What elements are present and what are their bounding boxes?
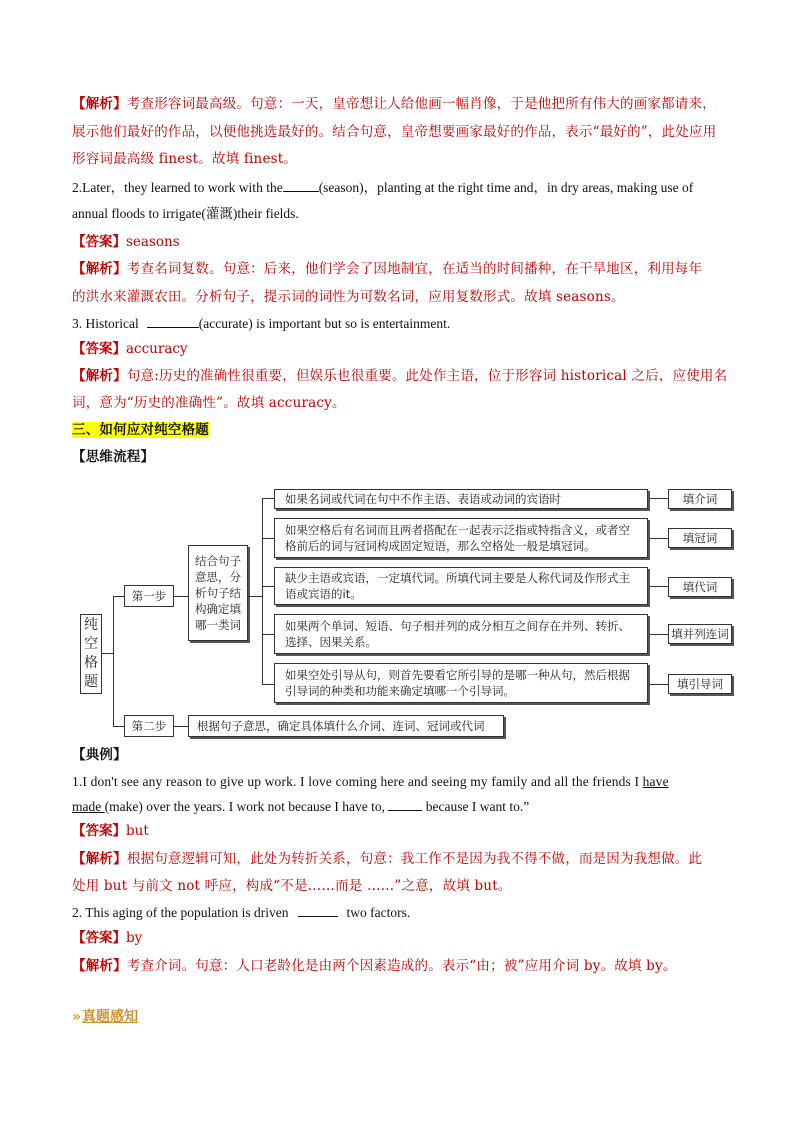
underlined-answer: made <box>72 799 102 814</box>
rule-box-article: 如果空格后有名词而且两者搭配在一起表示泛指或特指含义，或者空格前后的词与冠词构成固定短语，那么空格处一般是填冠词。 <box>274 518 648 558</box>
analysis-line: 词，意为“历史的准确性”。故填 accuracy。 <box>72 395 346 411</box>
diagram-root: 纯空格题 <box>80 614 102 694</box>
blank <box>147 313 199 328</box>
rule-box-conjunction: 如果两个单词、短语、句子相并列的成分相互之间存在并列、转折、选择、因果关系。 <box>274 614 648 654</box>
analysis-box: 结合句子意思，分析句子结构确定填哪一类词 <box>188 545 248 641</box>
answer-text: by <box>126 930 143 946</box>
connector <box>650 684 668 685</box>
analysis-line <box>72 259 724 279</box>
question-text: (make) over the years. I work not because I have to, <box>104 799 386 814</box>
result-box-pronoun: 填代词 <box>668 577 732 597</box>
double-chevron-icon: » <box>72 1009 82 1025</box>
analysis-line: 处用 but 与前文 not 呼应，构成“不是……而是 ……”之意，故填 but。 <box>72 878 512 894</box>
answer-text: but <box>126 823 149 839</box>
connector <box>262 634 274 635</box>
analysis-tag: 【解析】 <box>72 958 127 974</box>
answer-tag: 【答案】 <box>72 234 126 250</box>
connector <box>174 726 188 727</box>
connector <box>262 684 274 685</box>
question-text: 3. Historical <box>72 316 139 331</box>
connector <box>113 726 124 727</box>
connector <box>262 586 274 587</box>
analysis-tag: 【解析】 <box>72 851 127 867</box>
question-line <box>72 313 724 334</box>
footer-label: 真题感知 <box>82 1009 139 1025</box>
analysis-text: 根据句意逻辑可知，此处为转折关系，句意：我工作不是因为我不得不做，而是因为我想做。此 <box>126 851 703 867</box>
analysis-text: 考查形容词最高级。句意：一天，皇帝想让人给他画一幅肖像，于是他把所有伟大的画家都请来， <box>126 96 716 112</box>
answer-text: seasons <box>126 234 180 250</box>
connector <box>262 538 274 539</box>
flow-label: 【思维流程】 <box>72 449 155 465</box>
answer-line <box>72 928 724 948</box>
analysis-line <box>72 849 724 869</box>
question-line <box>72 177 724 198</box>
answer-tag: 【答案】 <box>72 341 126 357</box>
question-text: 1.I don't see any reason to give up work. I love coming here and seeing my family and all the friends I <box>72 774 640 789</box>
question-line <box>72 772 724 792</box>
examples-label: 【典例】 <box>72 747 127 763</box>
analysis-text: 考查名词复数。句意：后来，他们学会了因地制宜，在适当的时间播种，在干旱地区，利用每年 <box>126 261 703 277</box>
question-text: (accurate) is important but so is entertainment. <box>198 316 451 331</box>
answer-line <box>72 821 724 841</box>
connector <box>650 634 668 635</box>
underlined-answer: have <box>642 774 669 789</box>
connector <box>262 498 263 684</box>
question-text: because I want to.” <box>425 799 530 814</box>
analysis-line <box>72 956 724 976</box>
connector <box>102 653 113 654</box>
connector <box>650 498 668 499</box>
result-box-article: 填冠词 <box>668 528 732 548</box>
question-line <box>72 796 724 817</box>
connector <box>650 586 668 587</box>
analysis-tag: 【解析】 <box>72 96 127 112</box>
result-box-conjunction: 填并列连词 <box>668 624 732 644</box>
step2-box: 第二步 <box>124 715 174 737</box>
step2-text-box: 根据句子意思，确定具体填什么介词、连词、冠词或代词 <box>188 715 504 737</box>
analysis-line <box>72 94 724 114</box>
answer-tag: 【答案】 <box>72 823 126 839</box>
connector <box>113 596 114 726</box>
question-text: two factors. <box>346 905 411 920</box>
question-text: 2.Later，they learned to work with the <box>72 180 283 195</box>
result-box-preposition: 填介词 <box>668 489 732 509</box>
analysis-text: 考查介词。句意：人口老龄化是由两个因素造成的。表示“由；被”应用介词 by。故填 by。 <box>126 958 677 974</box>
section-heading-line <box>72 420 724 440</box>
connector <box>174 596 188 597</box>
analysis-line <box>72 366 728 386</box>
answer-text: accuracy <box>126 341 188 357</box>
rule-box-connective: 如果空处引导从句，则首先要看它所引导的是哪一种从句，然后根据引导词的种类和功能来确定填哪一个引导词。 <box>274 663 648 703</box>
step1-box: 第一步 <box>124 585 174 607</box>
question-line: annual floods to irrigate(灌溉)their fields. <box>72 206 299 221</box>
connector <box>248 596 262 597</box>
analysis-tag: 【解析】 <box>72 261 127 277</box>
rule-box-preposition: 如果名词或代词在句中不作主语、表语或动词的宾语时 <box>274 489 648 509</box>
analysis-line: 展示他们最好的作品，以便他挑选最好的。结合句意，皇帝想要画家最好的作品，表示“最好的”，此处应用 <box>72 124 717 140</box>
question-text: (season)，planting at the right time and，in dry areas, making use of <box>318 180 694 195</box>
section-heading: 三、如何应对纯空格题 <box>72 422 209 438</box>
question-text: 2. This aging of the population is driven <box>72 905 289 920</box>
analysis-line: 的洪水来灌溉农田。分析句子，提示词的词性为可数名词，应用复数形式。故填 seasons。 <box>72 289 625 305</box>
analysis-line: 形容词最高级 finest。故填 finest。 <box>72 151 298 167</box>
blank <box>298 902 338 917</box>
rule-box-pronoun: 缺少主语或宾语，一定填代词。所填代词主要是人称代词及作形式主语或宾语的it。 <box>274 567 648 605</box>
section-footer-heading <box>72 1006 138 1026</box>
analysis-text: 句意:历史的准确性很重要，但娱乐也很重要。此处作主语，位于形容词 historical 之后，应使用名 <box>126 368 728 384</box>
analysis-tag: 【解析】 <box>72 368 127 384</box>
blank <box>283 177 319 192</box>
result-box-connective: 填引导词 <box>668 674 732 694</box>
connector <box>113 596 124 597</box>
question-line <box>72 902 724 923</box>
answer-line <box>72 339 724 359</box>
connector <box>650 538 668 539</box>
connector <box>262 498 274 499</box>
answer-tag: 【答案】 <box>72 930 126 946</box>
blank <box>388 796 422 811</box>
answer-line <box>72 232 724 252</box>
